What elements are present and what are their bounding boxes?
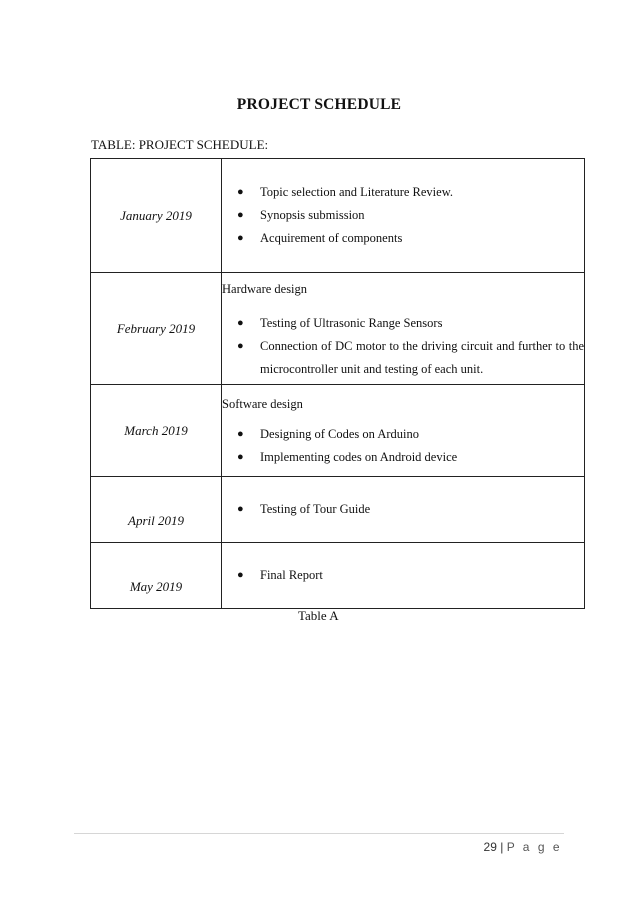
bullet-icon: ●	[237, 569, 244, 581]
page-title: PROJECT SCHEDULE	[236, 96, 402, 113]
table-caption: Table A	[298, 608, 339, 623]
tasks-cell	[222, 477, 585, 543]
tasks-cell	[222, 385, 585, 477]
month-cell: April 2019	[91, 477, 222, 543]
task-text: Designing of Codes on Arduino	[260, 427, 420, 441]
page-footer	[484, 840, 562, 854]
task-text: Testing of Ultrasonic Range Sensors	[260, 315, 443, 330]
list-item	[222, 204, 584, 227]
list-item	[222, 423, 584, 446]
task-list	[222, 564, 584, 587]
task-text: Connection of DC motor to the driving circuit and further to the microcontroller unit and testing of each unit.	[260, 338, 584, 376]
task-text: Acquirement of components	[260, 231, 403, 245]
bullet-icon: ●	[237, 186, 244, 198]
bullet-icon: ●	[237, 339, 244, 352]
bullet-icon: ●	[237, 503, 244, 515]
list-item	[222, 181, 584, 204]
task-text: Final Report	[260, 568, 323, 582]
month-cell: February 2019	[91, 273, 222, 385]
list-item	[222, 564, 584, 587]
month-cell: January 2019	[91, 159, 222, 273]
task-text: Topic selection and Literature Review.	[260, 185, 454, 199]
section-heading: Hardware design	[222, 281, 308, 296]
bullet-icon: ●	[237, 316, 244, 329]
table-heading: TABLE: PROJECT SCHEDULE:	[91, 137, 269, 152]
tasks-cell	[222, 543, 585, 609]
list-item	[222, 227, 584, 250]
month-cell: May 2019	[91, 543, 222, 609]
bullet-icon: ●	[237, 232, 244, 244]
task-text: Testing of Tour Guide	[260, 502, 371, 516]
tasks-cell	[222, 273, 585, 385]
footer-divider	[74, 833, 564, 834]
list-item	[222, 312, 584, 335]
table-row	[91, 543, 585, 609]
task-list	[222, 498, 584, 521]
list-item	[222, 335, 584, 381]
table-row	[91, 273, 585, 385]
month-cell: March 2019	[91, 385, 222, 477]
task-text: Implementing codes on Android device	[260, 450, 458, 464]
page-label: P a g e	[506, 840, 562, 854]
table-row	[91, 477, 585, 543]
project-schedule-table	[90, 158, 585, 609]
task-list	[222, 423, 584, 469]
task-text: Synopsis submission	[260, 208, 365, 222]
page-number: 29	[483, 840, 497, 854]
bullet-icon: ●	[237, 209, 244, 221]
section-heading: Software design	[222, 397, 303, 411]
bullet-icon: ●	[237, 451, 244, 463]
task-list	[222, 181, 584, 250]
table-row	[91, 159, 585, 273]
list-item	[222, 498, 584, 521]
bullet-icon: ●	[237, 428, 244, 440]
list-item	[222, 446, 584, 469]
footer-separator: |	[500, 840, 504, 854]
tasks-cell	[222, 159, 585, 273]
table-row	[91, 385, 585, 477]
task-list	[222, 312, 584, 381]
